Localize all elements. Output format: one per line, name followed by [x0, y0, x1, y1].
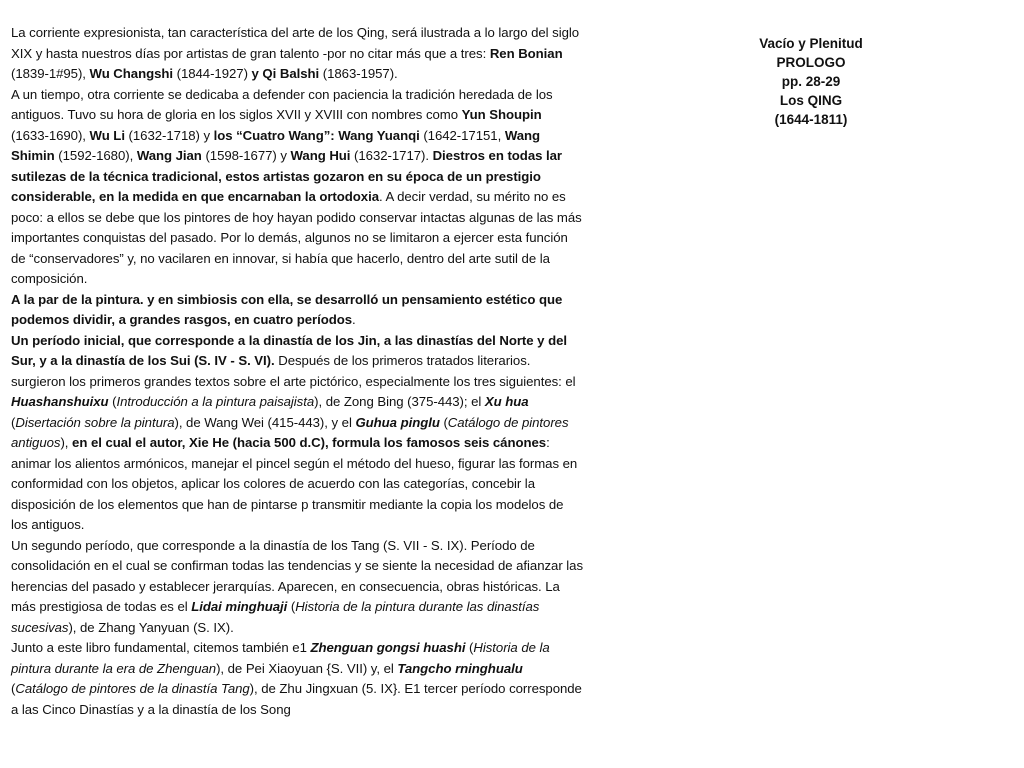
text-run: Un período inicial, que corresponde a la dinastía de los Jin, a las dinastías del Norte y del Sur, y a la dinastía de los Sui (S. IV - S. VI). [11, 332, 567, 368]
text-run: (1642-17151, [419, 127, 505, 143]
paragraph [11, 536, 583, 639]
paragraph [11, 290, 583, 331]
text-run: (1598-1677) y [201, 148, 291, 163]
text-run: Wang Shimin [11, 127, 541, 163]
dynasty-name: Los QING [779, 93, 843, 108]
text-run: (1592-1680), [54, 148, 137, 163]
text-run: (1633-1690), [11, 127, 90, 143]
text-run: Disertación sobre la pintura [15, 414, 175, 430]
text-run: A un tiempo, otra corriente se dedicaba a defender con paciencia la tradición heredada de los antiguos. Tuvo su hora de gloria en los siglos XVII y XVIII con nombres como [11, 86, 553, 122]
text-run: (1844-1927) [173, 66, 252, 81]
text-run: : animar los alientos armónicos, manejar el pincel según el método del hueso, figurar las formas en conformidad con los objetos, aplicar los colores de acuerdo con las categorías, concebir la disposición de los elementos que han de pintarse p transmitir mediante la copia los modelos de los antiguos. [11, 435, 578, 532]
text-run: y Qi Balshi [251, 66, 320, 81]
text-run: A la par de la pintura. y en simbiosis con ella, se desarrolló un pensamiento estético que podemos dividir, a grandes rasgos, en cuatro períodos [11, 291, 563, 327]
paragraph [11, 638, 583, 720]
text-run: Xu hua [484, 394, 529, 409]
text-run: Historia de la pintura durante la era de Zhenguan [11, 640, 550, 676]
text-run: Catálogo de pintores antiguos [11, 414, 569, 450]
text-run: ( [287, 599, 296, 614]
text-run: . A decir verdad, su mérito no es poco: a ellos se debe que los pintores de hoy hayan podido conservar intactas algunas de las más importantes conquistas del pasado. Por lo demás, algunos no se limitaron a ejercer esta función de “conservadores” y, no vacilaren en innovar, si había que hacerlo, dentro del arte sutil de la composición. [11, 189, 582, 286]
text-run: (1632-1718) y [124, 127, 214, 143]
text-run: (1632-1717). [350, 148, 433, 163]
section-header [720, 34, 902, 129]
text-run: Catálogo de pintores de la dinastía Tang [15, 681, 250, 696]
text-run: Lidai minghuaji [191, 599, 288, 614]
text-run: La corriente expresionista, tan característica del arte de los Qing, será ilustrada a lo largo del siglo XIX y hasta nuestros días por artistas de gran talento -por no citar más que a tres: [11, 25, 580, 61]
text-run: ( [11, 414, 16, 430]
body-text [11, 23, 583, 720]
text-run: en el cual el autor, Xie He (hacia 500 d.C), formula los famosos seis cánones [72, 435, 547, 450]
text-run: Introducción a la pintura paisajista [116, 394, 315, 409]
section-label: PROLOGO [776, 55, 846, 70]
text-run: Junto a este libro fundamental, citemos también e1 [11, 640, 311, 655]
text-run: ), de Zhu Jingxuan (5. IX}. E1 tercer período corresponde a las Cinco Dinastías y a la dinastía de los Song [11, 681, 582, 717]
text-run: Ren Bonian [489, 45, 563, 61]
text-run: ), de Wang Wei (415-443), y el [174, 414, 356, 430]
text-run: Historia de la pintura durante las dinastías sucesivas [11, 599, 540, 635]
book-title: Vacío y Plenitud [759, 36, 863, 51]
text-run: ), [60, 435, 73, 450]
text-run: ), de Zong Bing (375-443); el [314, 394, 485, 409]
text-run: Un segundo período, que corresponde a la dinastía de los Tang (S. VII - S. IX). Período de consolidación en el cual se confirman todas las tendencias y se siente la necesidad de afianzar las herencias del pasado y establecer jerarquías. Aparecen, en consecuencia, obras históricas. La más prestigiosa de todas es el [11, 537, 583, 614]
text-run: Guhua pinglu [355, 414, 440, 430]
text-run: (1863-1957). [319, 66, 398, 81]
text-run: Diestros en todas lar sutilezas de la técnica tradicional, estos artistas gozaron en su época de un prestigio considerable, en la medida en que encarnaban la ortodoxia [11, 148, 562, 204]
paragraph [11, 23, 583, 85]
text-run: Yun Shoupin [461, 107, 542, 122]
text-run: ( [108, 394, 117, 409]
text-run: los “Cuatro Wang”: Wang Yuanqi [213, 127, 420, 143]
text-run: Huashanshuixu [11, 394, 109, 409]
text-run: Wu Changshi [89, 66, 173, 81]
text-run: ), de Pei Xiaoyuan {S. VII) y, el [216, 660, 398, 676]
text-run: ( [439, 414, 448, 430]
page-range: pp. 28-29 [781, 74, 841, 89]
text-run: (1839-1#95), [11, 66, 90, 81]
text-run: ( [11, 681, 16, 696]
text-run: Wang Hui [290, 148, 351, 163]
paragraph [11, 85, 583, 290]
text-run: Zhenguan gongsi huashi [310, 640, 466, 655]
text-run: Tangcho rninghualu [397, 660, 523, 676]
text-run: Después de los primeros tratados literarios. surgieron los primeros grandes textos sobre el arte pictórico, especialmente los tres siguientes: el [11, 353, 576, 389]
text-run: Wu Li [89, 127, 125, 143]
paragraph [11, 331, 583, 536]
text-run: ), de Zhang Yanyuan (S. IX). [68, 619, 234, 635]
text-run: Wang Jian [136, 148, 202, 163]
dynasty-years: (1644-1811) [774, 112, 848, 127]
text-run: ( [465, 640, 474, 655]
text-run: . [352, 312, 356, 327]
